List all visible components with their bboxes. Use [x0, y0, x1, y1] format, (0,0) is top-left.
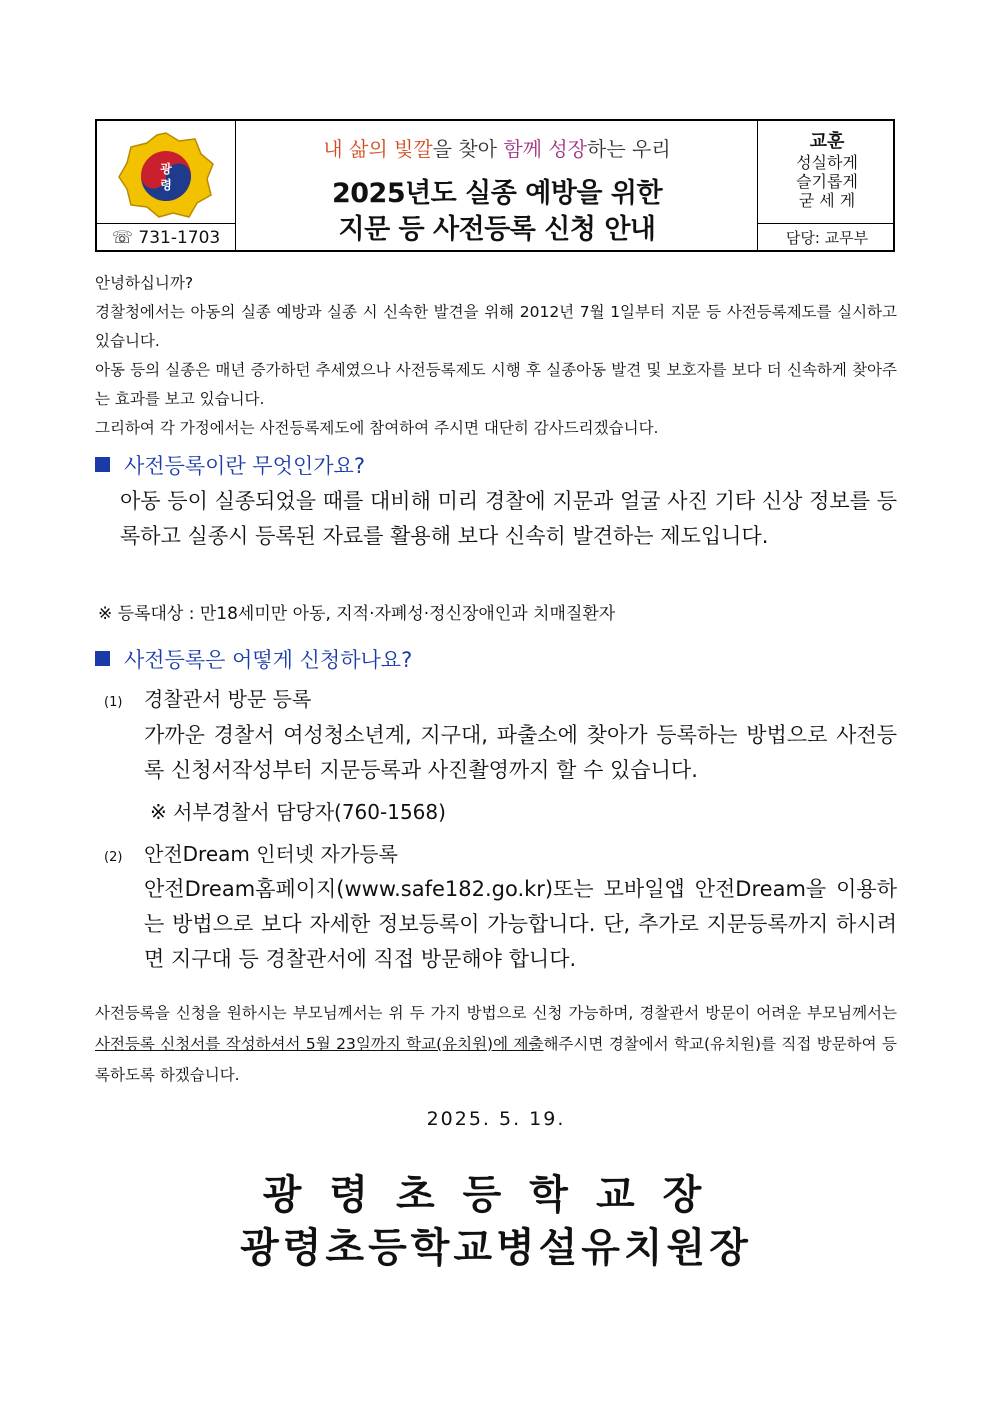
- header-box: [95, 119, 895, 252]
- square-bullet-icon: [95, 457, 110, 472]
- svg-text:령: 령: [160, 178, 172, 192]
- section-heading-how: 사전등록은 어떻게 신청하나요?: [95, 644, 412, 674]
- submission-deadline: 사전등록 신청서를 작성하셔서 5월 23일까지 학교(유치원)에 제출: [95, 1035, 544, 1053]
- document-date: 2025. 5. 19.: [426, 1108, 566, 1130]
- method-1-title: (1) 경찰관서 방문 등록: [104, 687, 312, 711]
- intro-paragraph-3: 그리하여 각 가정에서는 사전등록제도에 참여하여 주시면 대단히 감사드리겠습니다.: [95, 419, 659, 437]
- greeting: 안녕하십니까?: [95, 274, 194, 292]
- police-contact-note: ※ 서부경찰서 담당자(760-1568): [150, 800, 446, 824]
- document-title-line2: 지문 등 사전등록 신청 안내: [338, 214, 656, 245]
- registration-target-note: ※ 등록대상 : 만18세미만 아동, 지적·자폐성·정신장애인과 치매질환자: [98, 604, 616, 624]
- svg-text:광: 광: [160, 162, 172, 176]
- document-title-line1: 2025년도 실종 예방을 위한: [331, 178, 663, 209]
- signature-principal: 광령초등학교장: [262, 1172, 730, 1218]
- section1-body: 아동 등이 실종되었을 때를 대비해 미리 경찰에 지문과 얼굴 사진 기타 신상 정보를 등록하고 실종시 등록된 자료를 활용해 보다 신속히 발견하는 제도입니다.: [120, 489, 897, 548]
- school-creed: 성실하게 슬기롭게 굳 세 게: [796, 153, 858, 210]
- intro-paragraph-2: 아동 등의 실종은 매년 증가하던 추세였으나 사전등록제도 시행 후 실종아동 발견 및 보호자를 보다 더 신속하게 찾아주는 효과를 보고 있습니다.: [95, 361, 897, 408]
- signature-kindergarten-director: 광령초등학교병설유치원장: [240, 1225, 752, 1271]
- section-heading-what: 사전등록이란 무엇인가요?: [95, 450, 365, 480]
- phone-number: ☏ 731-1703: [111, 228, 221, 248]
- school-creed-title: 교훈: [809, 131, 845, 152]
- department-in-charge: 담당: 교무부: [785, 229, 869, 247]
- method-1-body: 가까운 경찰서 여성청소년계, 지구대, 파출소에 찾아가 등록하는 방법으로 사전등록 신청서작성부터 지문등록과 사진촬영까지 할 수 있습니다.: [144, 723, 897, 782]
- square-bullet-icon: [95, 651, 110, 666]
- school-emblem-icon: [117, 131, 215, 219]
- intro-paragraph-1: 경찰청에서는 아동의 실종 예방과 실종 시 신속한 발견을 위해 2012년 7월 1일부터 지문 등 사전등록제도를 실시하고 있습니다.: [95, 303, 897, 350]
- closing-paragraph: 사전등록을 신청을 원하시는 부모님께서는 위 두 가지 방법으로 신청 가능하며, 경찰관서 방문이 어려운 부모님께서는 사전등록 신청서를 작성하셔서 5월 23일까지 학교(유치원)에 제출해주시면 경찰에서 학교(유치원)를 직접 방문하여 등록하도록 하겠습니다.: [95, 1004, 897, 1084]
- school-motto: 내 삶의 빛깔을 찾아 함께 성장하는 우리: [323, 137, 671, 161]
- method-2-title: (2) 안전Dream 인터넷 자가등록: [104, 842, 398, 866]
- method-2-body: 안전Dream홈페이지(www.safe182.go.kr)또는 모바일앱 안전Dream을 이용하는 방법으로 보다 자세한 정보등록이 가능합니다. 단, 추가로 지문등록까지 하시려면 지구대 등 경찰관서에 직접 방문해야 합니다.: [144, 877, 897, 971]
